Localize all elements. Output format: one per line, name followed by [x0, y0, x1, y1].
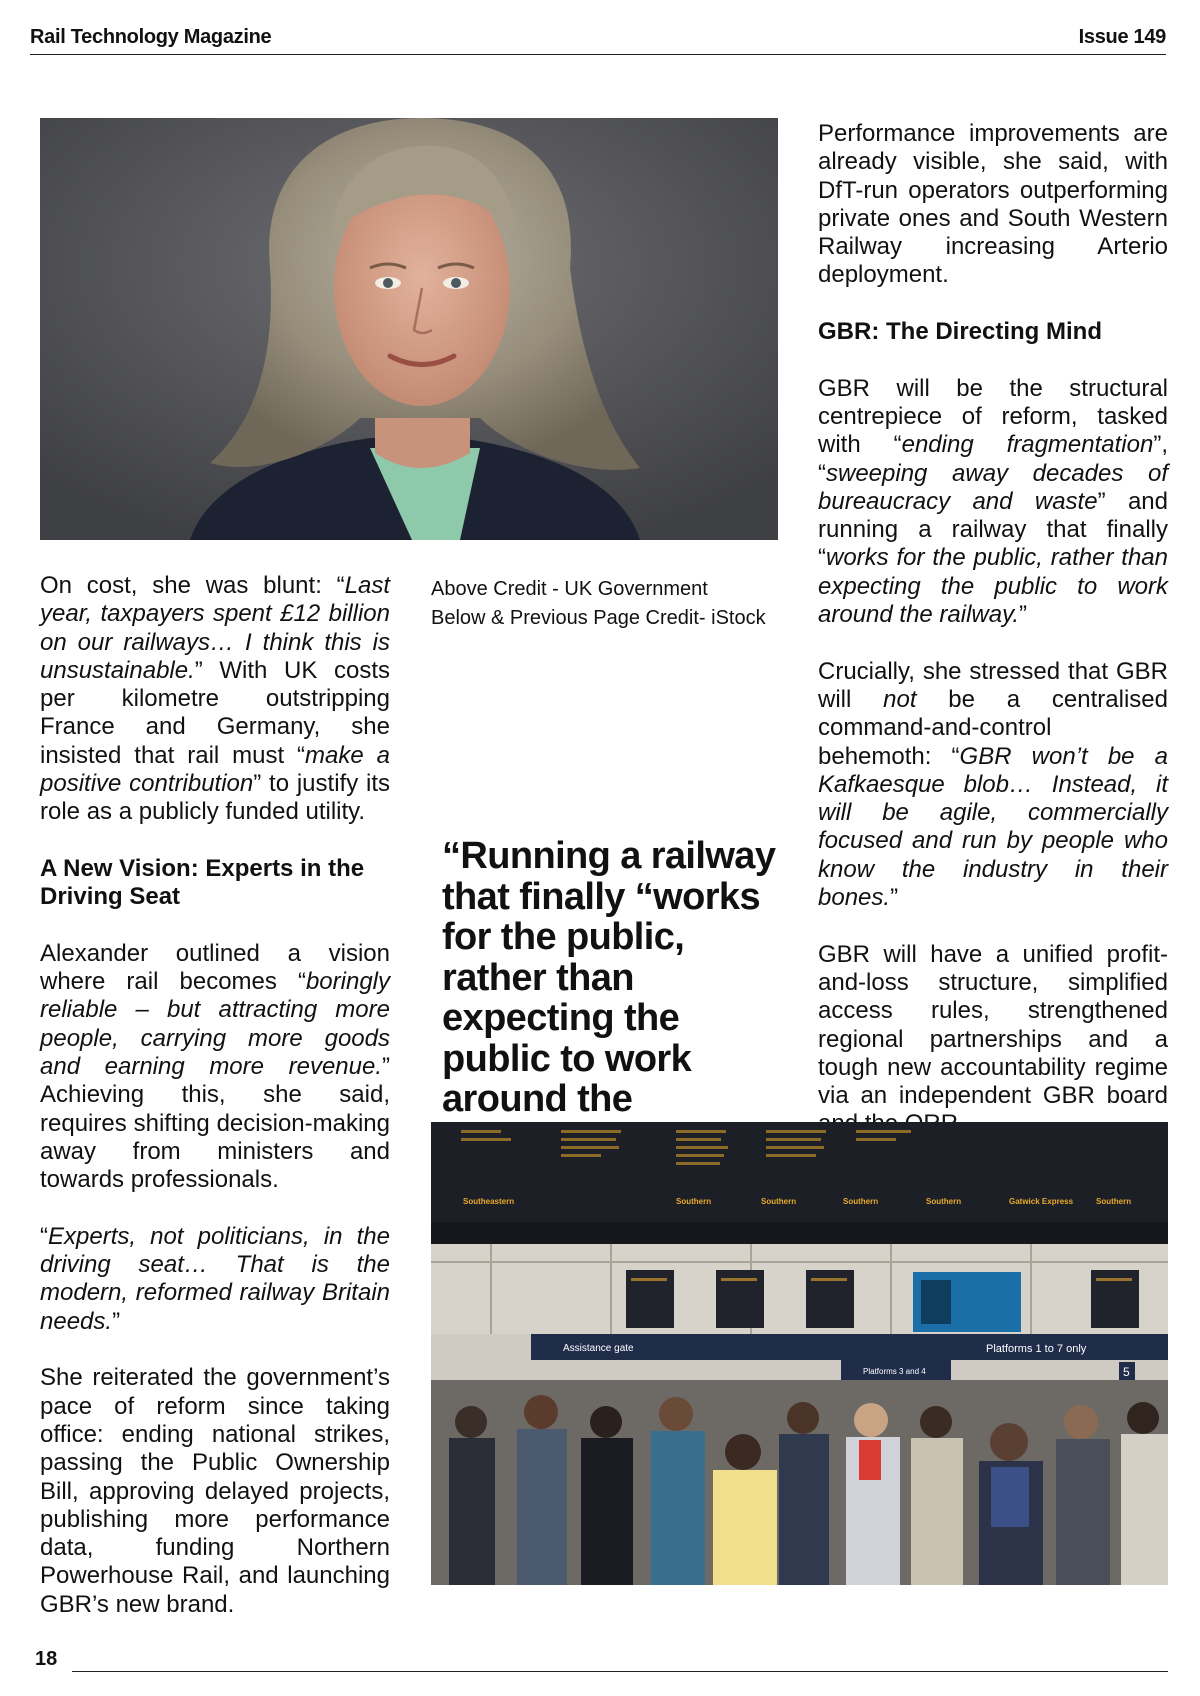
- text-run: ” Achieving this, she said, requires shifting decision-making away from ministers and towards professionals.: [40, 1053, 390, 1194]
- text-run: She reiterated the government’s pace of reform since taking office: ending national strikes, passing the Public Ownership Bill, approving delayed projects, publishing more performance data, funding Northern Powerhouse Rail, and launching GBR’s new brand.: [40, 1364, 390, 1618]
- text-run: ” to justify its role as a publicly funded utility.: [40, 770, 390, 826]
- italic-run: make a positive contribution: [40, 741, 390, 798]
- paragraph: [40, 940, 390, 1195]
- text-run: ” and running a railway that finally “: [818, 487, 1168, 572]
- footer-rule: [72, 1671, 1168, 1672]
- italic-run: ending fragmentation: [901, 431, 1154, 459]
- sign-platforms-1-7: Platforms 1 to 7 only: [986, 1343, 1087, 1355]
- paragraph: [818, 658, 1168, 913]
- text-run: Performance improvements are already visible, she said, with DfT-run operators outperforming private ones and South Western Railway increasing Arterio deployment.: [818, 120, 1168, 289]
- paragraph: [818, 120, 1168, 290]
- text-run: be a centralised command-and-control behemoth: “: [818, 685, 1168, 770]
- paragraph: [40, 572, 390, 827]
- article-column-right: [818, 120, 1168, 1139]
- credit-above: Above Credit - UK Government: [431, 578, 708, 600]
- text-run: Crucially, she stressed that GBR will: [818, 657, 1168, 713]
- subheading: A New Vision: Experts in the Driving Seat: [40, 854, 365, 911]
- text-run: ”: [890, 884, 899, 912]
- subheading: GBR: The Directing Mind: [818, 318, 1102, 346]
- italic-run: boringly reliable – but attracting more people, carrying more goods and earning more revenue.: [40, 968, 390, 1081]
- credit-below: Below & Previous Page Credit- iStock: [431, 607, 766, 629]
- pull-quote: “Running a railway that finally “works for the public, rather than expecting the public to work around the: [442, 835, 776, 1120]
- text-run: Alexander outlined a vision where rail becomes “: [40, 939, 390, 996]
- photo-credits: [431, 575, 791, 633]
- sign-platform-number: 5: [1123, 1365, 1130, 1379]
- article-column-left: [40, 572, 390, 1619]
- italic-run: Last year, taxpayers spent £12 billion on our railways… I think this is unsustainable.: [40, 572, 390, 684]
- text-run: ”: [1019, 601, 1027, 629]
- text-run: ” With UK costs per kilometre outstripping France and Germany, she insisted that rail must “: [40, 656, 390, 769]
- text-run: “: [40, 1222, 48, 1250]
- magazine-title: Rail Technology Magazine: [30, 26, 272, 48]
- italic-run: Experts, not politicians, in the driving seat… That is the modern, reformed railway Britain needs.: [40, 1222, 390, 1335]
- board-operator: Southeastern: [463, 1197, 515, 1206]
- station-crowd-photo: [431, 1122, 1168, 1585]
- text-run: GBR will be the structural centrepiece of reform, tasked with “: [818, 374, 1168, 459]
- italic-run: GBR won’t be a Kafkaesque blob… Instead, it will be agile, commercially focused and run by people who know the industry in their bones.: [818, 742, 1168, 912]
- portrait-photo: [40, 118, 778, 540]
- sign-platforms-3-4: Platforms 3 and 4: [863, 1367, 926, 1376]
- board-operator: Gatwick Express: [1009, 1197, 1074, 1206]
- paragraph: [40, 1364, 390, 1619]
- text-run: ”: [112, 1307, 121, 1335]
- board-operator: Southern: [1096, 1197, 1132, 1206]
- quote-paragraph: [40, 1223, 390, 1336]
- paragraph: [818, 375, 1168, 630]
- text-run: On cost, she was blunt: “: [40, 572, 345, 599]
- text-run: GBR will have a unified profit-and-loss structure, simplified access rules, strengthened regional partnerships and a tough new accountability regime via an independent GBR board: [818, 940, 1168, 1110]
- text-run: ”, “: [818, 431, 1168, 487]
- board-operator: Southern: [926, 1197, 962, 1206]
- paragraph: [818, 941, 1168, 1139]
- sign-assistance: Assistance gate: [563, 1343, 634, 1354]
- board-operator: Southern: [761, 1197, 797, 1206]
- italic-run: works for the public, rather than expecting the public to work around the railway.: [818, 544, 1168, 629]
- page-header: [30, 24, 1166, 55]
- board-operator: Southern: [676, 1197, 712, 1206]
- page-number: 18: [35, 1648, 58, 1670]
- italic-run: not: [883, 685, 917, 713]
- issue-number: Issue 149: [1078, 26, 1166, 48]
- italic-run: sweeping away decades of bureaucracy and waste: [818, 459, 1168, 515]
- board-operator: Southern: [843, 1197, 879, 1206]
